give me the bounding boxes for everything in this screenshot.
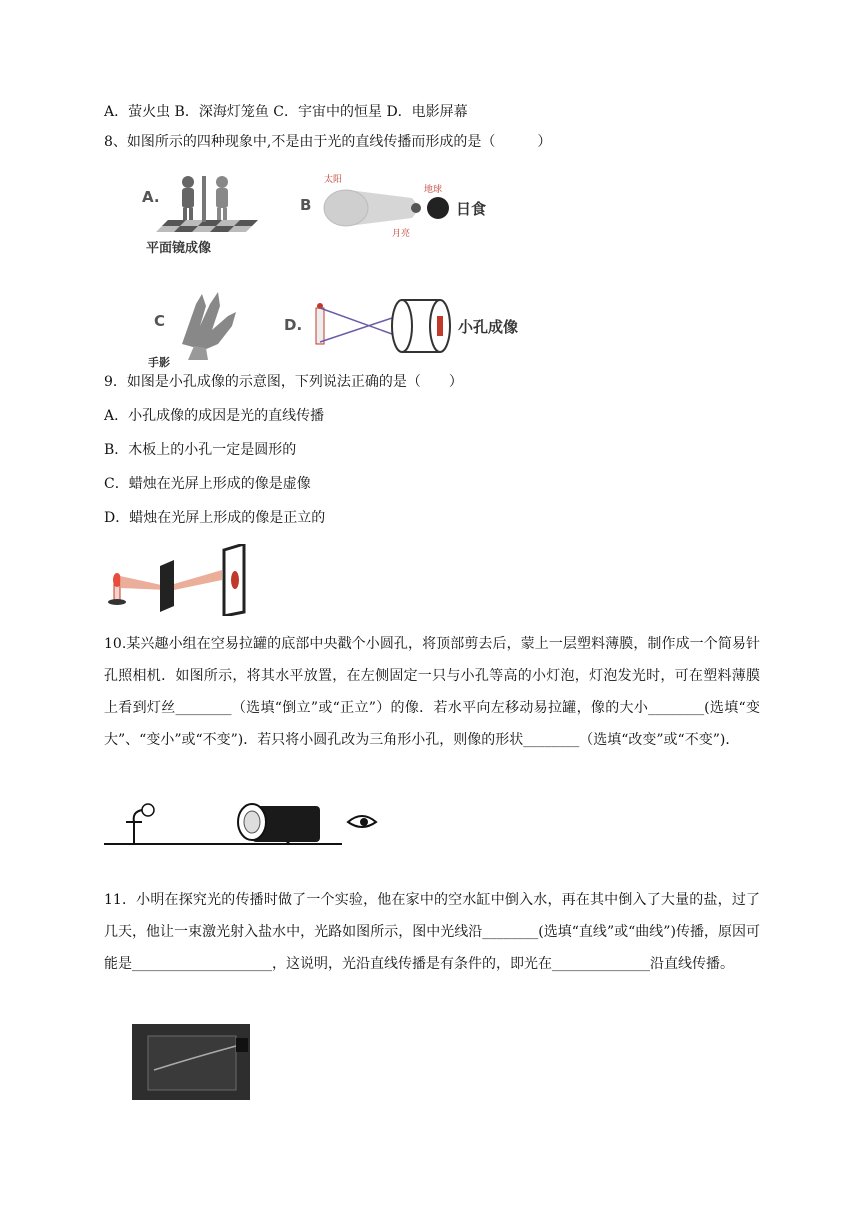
earth-label: 地球 [424,185,443,195]
figure-b-letter: B [300,196,312,214]
q10-text: 10.某兴趣小组在空易拉罐的底部中央戳个小圆孔，将顶部剪去后，蒙上一层塑料薄膜，制作成一个简易针孔照相机．如图所示，将其水平放置，在左侧固定一只与小孔等高的小灯泡，灯泡发光时，可在塑料薄膜上看到灯丝________（选填“倒立”或“正立”）的像．若水平向左移动易拉罐，像的大小________(选填“变大”、“变小”或“不变”)．若只将小圆孔改为三角形小孔，则像的形状________（选填“改变”或“不变”)． [104,636,760,748]
mirror [202,176,206,222]
figure-b-caption: 日食 [456,200,487,218]
q9-option-c: C．蜡烛在光屏上形成的像是虚像 [104,476,311,492]
bulb [142,804,154,816]
figure-c-letter: C [154,312,166,330]
q9-option-a: A．小孔成像的成因是光的直线传播 [104,408,325,424]
girl-figure [182,176,194,220]
q11-text: 11．小明在探究光的传播时做了一个实验，他在家中的空水缸中倒入水，再在其中倒入了大量的盐，过了几天，他让一束激光射入盐水中，光路如图所示，图中光线沿________(选填“直线”或“曲线”)传播，原因可能是____________________，这说明，光沿直线传播是有条件的，即光在______________沿直线传播。 [104,892,760,972]
sun [324,190,368,226]
figure-c-hand-shadow [144,286,254,372]
candle [316,308,324,344]
q11-figure-laser-photo [132,1024,250,1100]
eye-icon [348,816,376,827]
board-with-hole [160,560,174,612]
figure-a-plane-mirror [138,168,268,260]
q9-option-b: B．木板上的小孔一定是圆形的 [104,442,297,458]
q7-options: A．萤火虫 B．深海灯笼鱼 C．宇宙中的恒星 D．电影屏幕 [104,104,468,120]
figure-c-caption: 手影 [148,356,170,369]
light-screen [224,544,244,616]
moon-label: 月亮 [392,229,411,239]
bulb-stand [126,810,142,844]
inverted-image [437,316,443,336]
figure-a-caption: 平面镜成像 [146,241,212,256]
figure-d-letter: D. [284,316,303,334]
figure-a-letter: A. [142,188,160,206]
girl-reflection [216,176,228,220]
figure-d-pinhole [282,294,532,360]
q9-option-d: D．蜡烛在光屏上形成的像是正立的 [104,510,326,526]
figure-d-caption: 小孔成像 [458,318,519,336]
hand-silhouette [182,292,236,360]
earth [427,197,449,219]
sun-label: 太阳 [324,175,343,185]
laser-tank-photo [132,1024,250,1100]
figure-b-solar-eclipse [292,168,502,248]
q8-stem: 8、如图所示的四种现象中,不是由于光的直线传播而形成的是（ ） [104,134,552,150]
checkerboard-floor [156,220,258,232]
q9-stem: 9．如图是小孔成像的示意图，下列说法正确的是（ ） [104,374,463,390]
q9-figure-pinhole [104,544,260,616]
can-camera [238,804,320,844]
q10-figure-pinhole-camera [102,800,382,850]
light-rays [320,308,392,342]
moon [411,203,421,213]
